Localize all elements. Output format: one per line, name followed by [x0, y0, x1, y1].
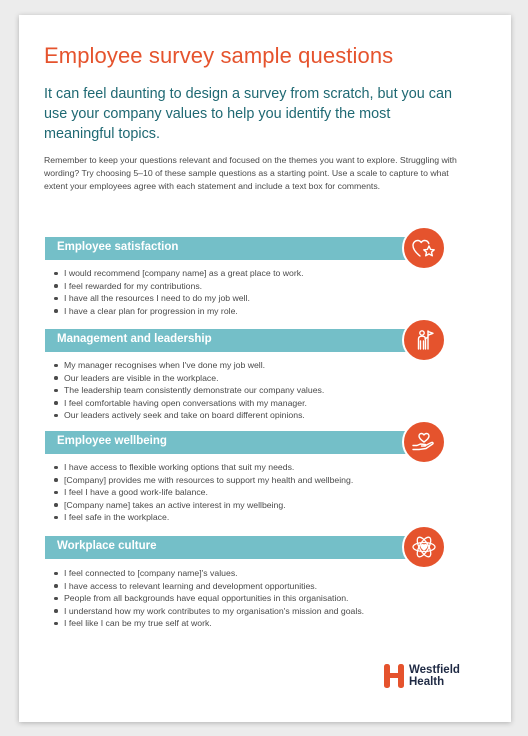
list-item: Our leaders are visible in the workplace.	[54, 372, 464, 385]
section-title: Employee wellbeing	[57, 435, 167, 447]
section-list-employee-satisfaction	[54, 267, 464, 317]
list-item: I have access to flexible working options that suit my needs.	[54, 461, 464, 474]
logo-line-2: Health	[409, 676, 445, 688]
list-item: Our leaders actively seek and take on board different opinions.	[54, 409, 464, 422]
page-title: Employee survey sample questions	[44, 43, 394, 68]
section-list-workplace-culture	[54, 567, 464, 630]
section-title: Employee satisfaction	[57, 241, 179, 253]
logo-wordmark	[409, 664, 460, 688]
list-item: [Company] provides me with resources to support my health and wellbeing.	[54, 474, 464, 487]
heart-atom-icon	[402, 525, 446, 569]
westfield-health-logo	[384, 661, 484, 697]
section-header-employee-satisfaction	[45, 237, 431, 260]
heart-star-icon	[402, 226, 446, 270]
section-list-management-leadership	[54, 359, 464, 422]
list-item: I feel connected to [company name]'s values.	[54, 567, 464, 580]
intro-text: It can feel daunting to design a survey from scratch, but you can use your company values to help you identify the most meaningful topics.	[44, 86, 452, 142]
section-title: Management and leadership	[57, 333, 212, 345]
section-list-employee-wellbeing	[54, 461, 464, 524]
list-item: People from all backgrounds have equal opportunities in this organisation.	[54, 592, 464, 605]
list-item: I would recommend [company name] as a great place to work.	[54, 267, 464, 280]
westfield-logo-icon	[384, 662, 406, 690]
hand-heart-icon	[402, 420, 446, 464]
leader-flag-icon	[402, 318, 446, 362]
list-item: [Company name] takes an active interest in my wellbeing.	[54, 499, 464, 512]
list-item: I feel I have a good work-life balance.	[54, 486, 464, 499]
section-header-workplace-culture	[45, 536, 431, 559]
list-item: I have access to relevant learning and development opportunities.	[54, 580, 464, 593]
list-item: I have all the resources I need to do my job well.	[54, 292, 464, 305]
list-item: The leadership team consistently demonstrate our company values.	[54, 384, 464, 397]
section-header-employee-wellbeing	[45, 431, 431, 454]
list-item: I feel rewarded for my contributions.	[54, 280, 464, 293]
list-item: I feel safe in the workplace.	[54, 511, 464, 524]
list-item: My manager recognises when I've done my job well.	[54, 359, 464, 372]
list-item: I have a clear plan for progression in my role.	[54, 305, 464, 318]
list-item: I feel comfortable having open conversations with my manager.	[54, 397, 464, 410]
section-title: Workplace culture	[57, 540, 157, 552]
instructions-text: Remember to keep your questions relevant and focused on the themes you want to explore. Struggling with wording? Try choosing 5–10 of these sample questions as a starting point. Use a scale to capture to what extent your employees agree with each statement and include a text box for comments.	[44, 155, 457, 191]
logo-line-1: Westfield	[409, 664, 460, 676]
list-item: I feel like I can be my true self at work.	[54, 617, 464, 630]
section-header-management-leadership	[45, 329, 431, 352]
list-item: I understand how my work contributes to my organisation's mission and goals.	[54, 605, 464, 618]
